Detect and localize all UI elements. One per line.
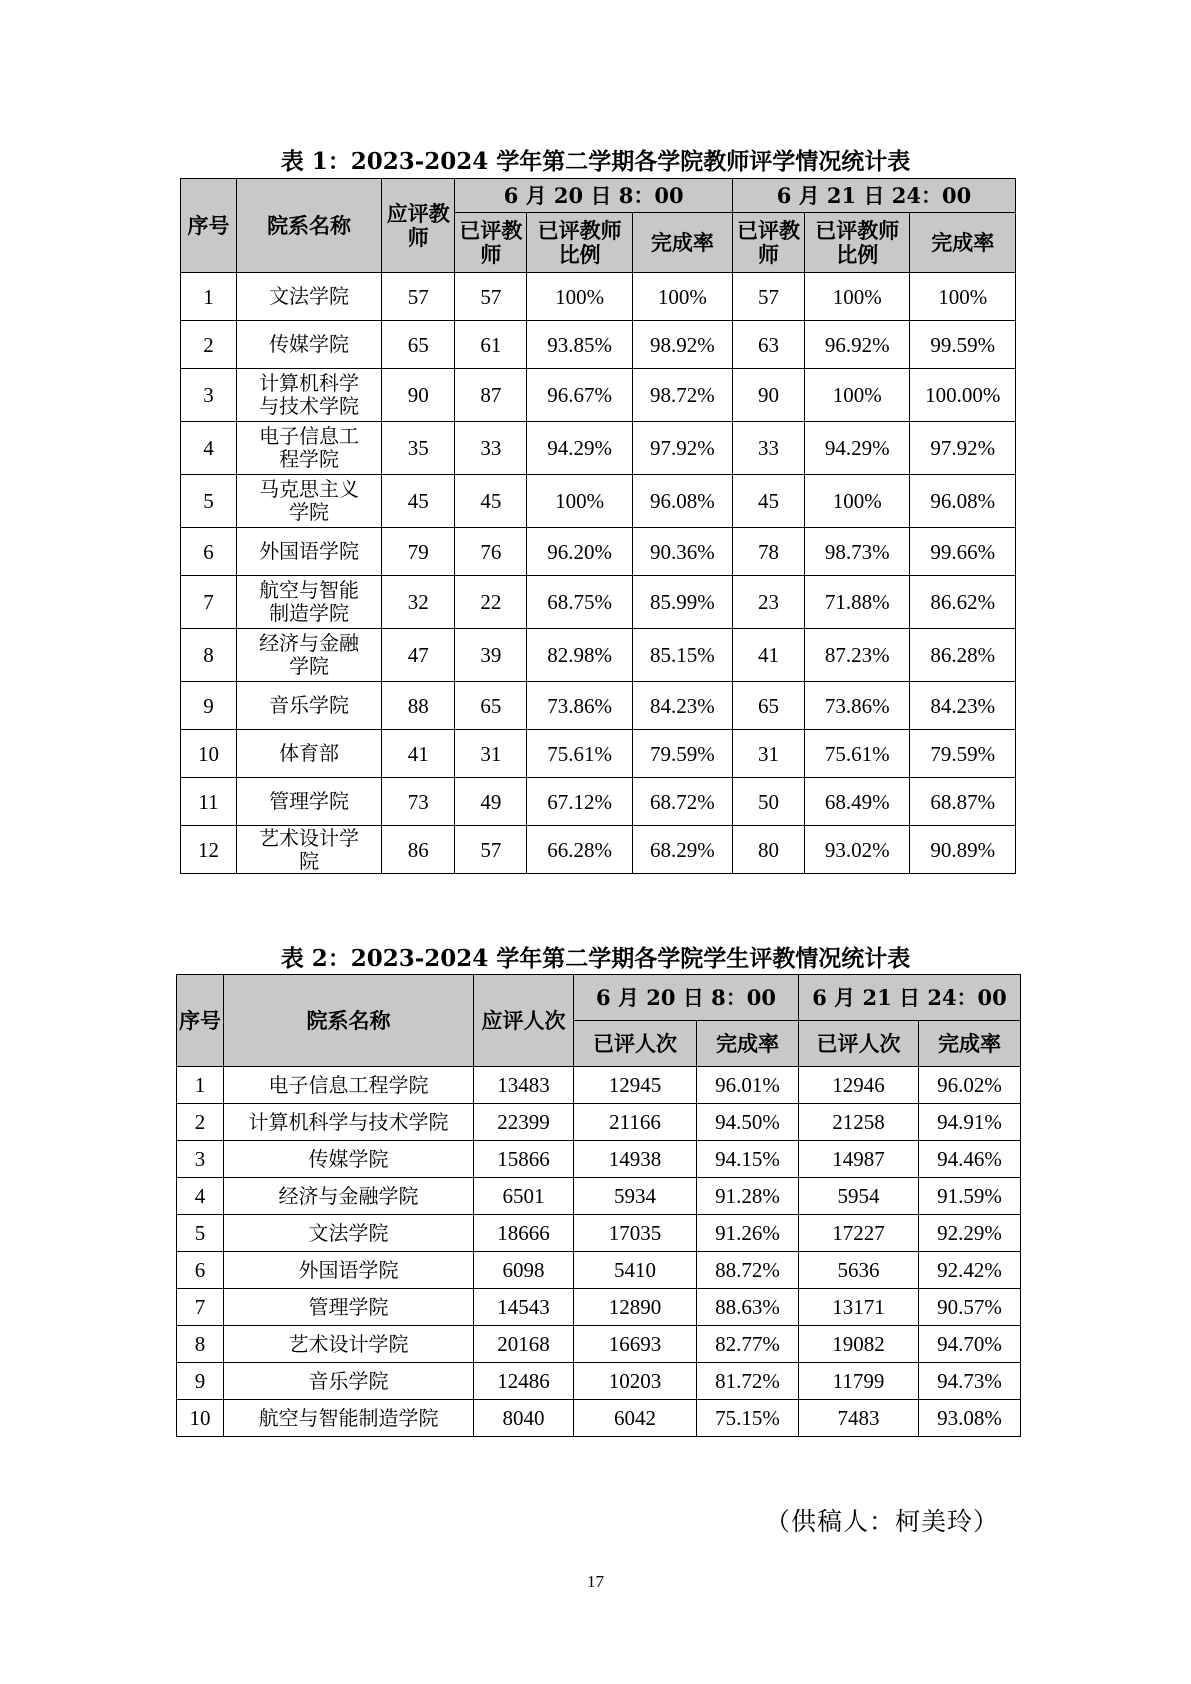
table-cell: 96.08% bbox=[632, 475, 732, 528]
table-cell: 57 bbox=[455, 273, 527, 321]
table-cell: 96.20% bbox=[527, 528, 632, 576]
table-cell: 6042 bbox=[574, 1400, 697, 1437]
dept-name-cell: 计算机科学与技术学院 bbox=[224, 1104, 474, 1141]
table-cell: 88 bbox=[382, 682, 455, 730]
header-completion-2: 完成率 bbox=[919, 1021, 1021, 1067]
table-cell: 100% bbox=[527, 475, 632, 528]
table-cell: 19082 bbox=[799, 1326, 919, 1363]
table-row bbox=[177, 1400, 1021, 1437]
table-cell: 61 bbox=[455, 321, 527, 369]
table-cell: 21258 bbox=[799, 1104, 919, 1141]
table-cell: 68.29% bbox=[632, 826, 732, 874]
table-row bbox=[181, 576, 1016, 629]
table-cell: 73.86% bbox=[527, 682, 632, 730]
table-cell: 79.59% bbox=[910, 730, 1016, 778]
table-cell: 3 bbox=[177, 1141, 224, 1178]
table-cell: 90.89% bbox=[910, 826, 1016, 874]
table-cell: 100% bbox=[910, 273, 1016, 321]
table-cell: 31 bbox=[455, 730, 527, 778]
table-cell: 88.72% bbox=[697, 1252, 799, 1289]
table-cell: 84.23% bbox=[910, 682, 1016, 730]
table-cell: 1 bbox=[181, 273, 237, 321]
table-cell: 93.85% bbox=[527, 321, 632, 369]
table-row bbox=[177, 1252, 1021, 1289]
table-cell: 71.88% bbox=[805, 576, 910, 629]
table-cell: 98.72% bbox=[632, 369, 732, 422]
table-cell: 7 bbox=[181, 576, 237, 629]
table-cell: 98.92% bbox=[632, 321, 732, 369]
table-cell: 73 bbox=[382, 778, 455, 826]
table-cell: 86.28% bbox=[910, 629, 1016, 682]
table-cell: 92.42% bbox=[919, 1252, 1021, 1289]
table-row bbox=[181, 528, 1016, 576]
table-row bbox=[181, 730, 1016, 778]
table-cell: 8040 bbox=[474, 1400, 574, 1437]
table-cell: 10 bbox=[177, 1400, 224, 1437]
table-cell: 82.98% bbox=[527, 629, 632, 682]
table-cell: 8 bbox=[177, 1326, 224, 1363]
table-cell: 79.59% bbox=[632, 730, 732, 778]
table-cell: 68.75% bbox=[527, 576, 632, 629]
table-cell: 94.91% bbox=[919, 1104, 1021, 1141]
dept-name-cell: 马克思主义学院 bbox=[236, 475, 381, 528]
table-cell: 97.92% bbox=[910, 422, 1016, 475]
table-row bbox=[177, 1289, 1021, 1326]
table-cell: 2 bbox=[177, 1104, 224, 1141]
dept-name-cell: 电子信息工程学院 bbox=[236, 422, 381, 475]
dept-name-cell: 管理学院 bbox=[236, 778, 381, 826]
page-number: 17 bbox=[587, 1572, 604, 1591]
table-cell: 90.57% bbox=[919, 1289, 1021, 1326]
student-evaluation-table bbox=[176, 974, 1021, 1437]
table-cell: 94.29% bbox=[527, 422, 632, 475]
table-cell: 4 bbox=[181, 422, 237, 475]
table-cell: 82.77% bbox=[697, 1326, 799, 1363]
table-cell: 99.66% bbox=[910, 528, 1016, 576]
table-cell: 22 bbox=[455, 576, 527, 629]
header-period-2: 6 月 21 日 24：00 bbox=[799, 975, 1021, 1021]
table-row bbox=[181, 475, 1016, 528]
table-cell: 45 bbox=[732, 475, 804, 528]
table-cell: 94.70% bbox=[919, 1326, 1021, 1363]
table-cell: 1 bbox=[177, 1067, 224, 1104]
table-cell: 81.72% bbox=[697, 1363, 799, 1400]
table-row bbox=[177, 1104, 1021, 1141]
header-ratio-1: 已评教师比例 bbox=[527, 213, 632, 273]
student-table-body bbox=[177, 1067, 1021, 1437]
header-required: 应评教师 bbox=[382, 179, 455, 273]
dept-name-cell: 经济与金融学院 bbox=[236, 629, 381, 682]
table-cell: 21166 bbox=[574, 1104, 697, 1141]
table-cell: 41 bbox=[382, 730, 455, 778]
table-cell: 17227 bbox=[799, 1215, 919, 1252]
table-cell: 85.15% bbox=[632, 629, 732, 682]
table-cell: 12486 bbox=[474, 1363, 574, 1400]
table-cell: 50 bbox=[732, 778, 804, 826]
table-cell: 49 bbox=[455, 778, 527, 826]
table-cell: 6098 bbox=[474, 1252, 574, 1289]
table-cell: 79 bbox=[382, 528, 455, 576]
table-cell: 33 bbox=[455, 422, 527, 475]
table-row bbox=[181, 369, 1016, 422]
dept-name-cell: 艺术设计学院 bbox=[224, 1326, 474, 1363]
table-cell: 45 bbox=[455, 475, 527, 528]
table-cell: 94.15% bbox=[697, 1141, 799, 1178]
table-cell: 90 bbox=[382, 369, 455, 422]
table-cell: 35 bbox=[382, 422, 455, 475]
dept-name-cell: 电子信息工程学院 bbox=[224, 1067, 474, 1104]
table-cell: 100% bbox=[527, 273, 632, 321]
table-row bbox=[177, 1067, 1021, 1104]
dept-name-cell: 传媒学院 bbox=[224, 1141, 474, 1178]
table2-caption: 表 2：2023-2024 学年第二学期各学院学生评教情况统计表 bbox=[280, 945, 911, 972]
table-cell: 94.73% bbox=[919, 1363, 1021, 1400]
header-evaluated-1: 已评教师 bbox=[455, 213, 527, 273]
dept-name-cell: 外国语学院 bbox=[224, 1252, 474, 1289]
table-row bbox=[181, 778, 1016, 826]
table-cell: 93.08% bbox=[919, 1400, 1021, 1437]
table-cell: 68.72% bbox=[632, 778, 732, 826]
table-row bbox=[181, 273, 1016, 321]
table-row bbox=[181, 422, 1016, 475]
table-cell: 76 bbox=[455, 528, 527, 576]
table-cell: 92.29% bbox=[919, 1215, 1021, 1252]
header-ratio-2: 已评教师比例 bbox=[805, 213, 910, 273]
header-dept: 院系名称 bbox=[224, 975, 474, 1067]
table-cell: 31 bbox=[732, 730, 804, 778]
table-cell: 20168 bbox=[474, 1326, 574, 1363]
table-cell: 12 bbox=[181, 826, 237, 874]
table-cell: 14543 bbox=[474, 1289, 574, 1326]
table-row bbox=[181, 826, 1016, 874]
table-cell: 84.23% bbox=[632, 682, 732, 730]
table-cell: 11799 bbox=[799, 1363, 919, 1400]
header-period-2: 6 月 21 日 24：00 bbox=[732, 179, 1015, 213]
table-cell: 86.62% bbox=[910, 576, 1016, 629]
dept-name-cell: 外国语学院 bbox=[236, 528, 381, 576]
table-cell: 39 bbox=[455, 629, 527, 682]
table-cell: 18666 bbox=[474, 1215, 574, 1252]
table-cell: 98.73% bbox=[805, 528, 910, 576]
table-cell: 9 bbox=[177, 1363, 224, 1400]
table-cell: 65 bbox=[382, 321, 455, 369]
table-row bbox=[177, 1363, 1021, 1400]
table-cell: 67.12% bbox=[527, 778, 632, 826]
table-cell: 7483 bbox=[799, 1400, 919, 1437]
contributor-note: （供稿人：柯美玲） bbox=[764, 1507, 999, 1536]
table-cell: 57 bbox=[455, 826, 527, 874]
table-cell: 75.61% bbox=[527, 730, 632, 778]
table-cell: 65 bbox=[732, 682, 804, 730]
table-cell: 96.67% bbox=[527, 369, 632, 422]
header-period-1: 6 月 20 日 8：00 bbox=[455, 179, 733, 213]
table-cell: 5954 bbox=[799, 1178, 919, 1215]
table-cell: 32 bbox=[382, 576, 455, 629]
header-dept: 院系名称 bbox=[236, 179, 381, 273]
table-cell: 5 bbox=[181, 475, 237, 528]
table-cell: 87.23% bbox=[805, 629, 910, 682]
table-cell: 5934 bbox=[574, 1178, 697, 1215]
dept-name-cell: 音乐学院 bbox=[224, 1363, 474, 1400]
table-cell: 4 bbox=[177, 1178, 224, 1215]
header-evaluated-2: 已评人次 bbox=[799, 1021, 919, 1067]
table-cell: 91.26% bbox=[697, 1215, 799, 1252]
table-cell: 7 bbox=[177, 1289, 224, 1326]
table-cell: 6 bbox=[177, 1252, 224, 1289]
table-cell: 41 bbox=[732, 629, 804, 682]
table-row bbox=[177, 1215, 1021, 1252]
dept-name-cell: 艺术设计学院 bbox=[236, 826, 381, 874]
table-cell: 90 bbox=[732, 369, 804, 422]
dept-name-cell: 经济与金融学院 bbox=[224, 1178, 474, 1215]
table-cell: 97.92% bbox=[632, 422, 732, 475]
table-cell: 6501 bbox=[474, 1178, 574, 1215]
teacher-evaluation-table bbox=[180, 178, 1016, 874]
table-cell: 78 bbox=[732, 528, 804, 576]
table-cell: 45 bbox=[382, 475, 455, 528]
table-row bbox=[181, 682, 1016, 730]
header-completion-1: 完成率 bbox=[632, 213, 732, 273]
table-cell: 96.92% bbox=[805, 321, 910, 369]
table-cell: 10 bbox=[181, 730, 237, 778]
table-cell: 13171 bbox=[799, 1289, 919, 1326]
table-cell: 100% bbox=[632, 273, 732, 321]
table-cell: 3 bbox=[181, 369, 237, 422]
table-row bbox=[177, 1141, 1021, 1178]
table-cell: 23 bbox=[732, 576, 804, 629]
dept-name-cell: 计算机科学与技术学院 bbox=[236, 369, 381, 422]
table-cell: 12946 bbox=[799, 1067, 919, 1104]
header-seq: 序号 bbox=[177, 975, 224, 1067]
table-cell: 14987 bbox=[799, 1141, 919, 1178]
table-cell: 100.00% bbox=[910, 369, 1016, 422]
header-period-1: 6 月 20 日 8：00 bbox=[574, 975, 799, 1021]
table-cell: 68.49% bbox=[805, 778, 910, 826]
table-cell: 100% bbox=[805, 369, 910, 422]
table-cell: 22399 bbox=[474, 1104, 574, 1141]
table-cell: 90.36% bbox=[632, 528, 732, 576]
table-cell: 91.28% bbox=[697, 1178, 799, 1215]
table-cell: 11 bbox=[181, 778, 237, 826]
table-cell: 5 bbox=[177, 1215, 224, 1252]
header-evaluated-1: 已评人次 bbox=[574, 1021, 697, 1067]
table-cell: 12890 bbox=[574, 1289, 697, 1326]
table-cell: 57 bbox=[382, 273, 455, 321]
table-cell: 12945 bbox=[574, 1067, 697, 1104]
dept-name-cell: 文法学院 bbox=[224, 1215, 474, 1252]
table-cell: 73.86% bbox=[805, 682, 910, 730]
header-completion-2: 完成率 bbox=[910, 213, 1016, 273]
table-cell: 9 bbox=[181, 682, 237, 730]
table-cell: 17035 bbox=[574, 1215, 697, 1252]
table-cell: 13483 bbox=[474, 1067, 574, 1104]
table-cell: 66.28% bbox=[527, 826, 632, 874]
table-cell: 47 bbox=[382, 629, 455, 682]
table-cell: 14938 bbox=[574, 1141, 697, 1178]
table-cell: 75.61% bbox=[805, 730, 910, 778]
table-cell: 5636 bbox=[799, 1252, 919, 1289]
table-cell: 33 bbox=[732, 422, 804, 475]
table-cell: 94.46% bbox=[919, 1141, 1021, 1178]
table-cell: 16693 bbox=[574, 1326, 697, 1363]
table-cell: 91.59% bbox=[919, 1178, 1021, 1215]
table-cell: 63 bbox=[732, 321, 804, 369]
table-cell: 8 bbox=[181, 629, 237, 682]
table-cell: 96.02% bbox=[919, 1067, 1021, 1104]
table-cell: 100% bbox=[805, 475, 910, 528]
dept-name-cell: 音乐学院 bbox=[236, 682, 381, 730]
dept-name-cell: 文法学院 bbox=[236, 273, 381, 321]
table-cell: 87 bbox=[455, 369, 527, 422]
table-row bbox=[181, 629, 1016, 682]
dept-name-cell: 航空与智能制造学院 bbox=[224, 1400, 474, 1437]
table-cell: 10203 bbox=[574, 1363, 697, 1400]
table-cell: 93.02% bbox=[805, 826, 910, 874]
table-row bbox=[177, 1326, 1021, 1363]
header-completion-1: 完成率 bbox=[697, 1021, 799, 1067]
table-cell: 80 bbox=[732, 826, 804, 874]
table-row bbox=[177, 1178, 1021, 1215]
table-cell: 65 bbox=[455, 682, 527, 730]
table-cell: 15866 bbox=[474, 1141, 574, 1178]
dept-name-cell: 体育部 bbox=[236, 730, 381, 778]
table-cell: 5410 bbox=[574, 1252, 697, 1289]
header-seq: 序号 bbox=[181, 179, 237, 273]
table-cell: 2 bbox=[181, 321, 237, 369]
dept-name-cell: 航空与智能制造学院 bbox=[236, 576, 381, 629]
header-required: 应评人次 bbox=[474, 975, 574, 1067]
table-cell: 68.87% bbox=[910, 778, 1016, 826]
table-cell: 94.50% bbox=[697, 1104, 799, 1141]
table-cell: 57 bbox=[732, 273, 804, 321]
teacher-table-body bbox=[181, 273, 1016, 874]
table-cell: 85.99% bbox=[632, 576, 732, 629]
table-cell: 96.01% bbox=[697, 1067, 799, 1104]
table-cell: 6 bbox=[181, 528, 237, 576]
table-cell: 99.59% bbox=[910, 321, 1016, 369]
table-row bbox=[181, 321, 1016, 369]
table-cell: 88.63% bbox=[697, 1289, 799, 1326]
table-cell: 86 bbox=[382, 826, 455, 874]
table-cell: 100% bbox=[805, 273, 910, 321]
dept-name-cell: 传媒学院 bbox=[236, 321, 381, 369]
dept-name-cell: 管理学院 bbox=[224, 1289, 474, 1326]
table1-caption: 表 1：2023-2024 学年第二学期各学院教师评学情况统计表 bbox=[280, 148, 911, 175]
header-evaluated-2: 已评教师 bbox=[732, 213, 804, 273]
table-cell: 94.29% bbox=[805, 422, 910, 475]
table-cell: 75.15% bbox=[697, 1400, 799, 1437]
table-cell: 96.08% bbox=[910, 475, 1016, 528]
